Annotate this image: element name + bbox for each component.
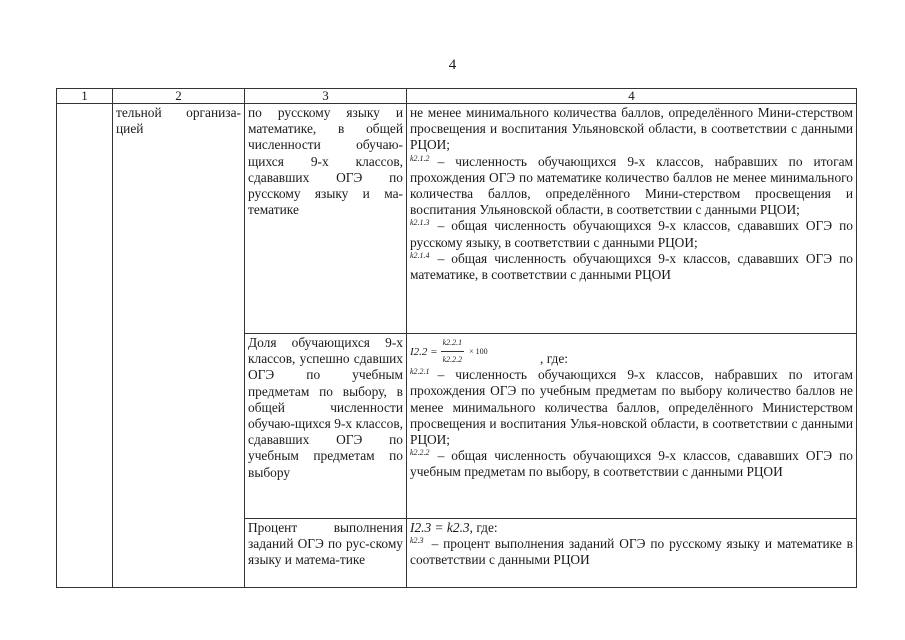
cell-col2-organization: тельной организа-цией — [113, 104, 245, 588]
where-label: , где: — [469, 520, 498, 535]
variable-symbol: k2.1.2 — [410, 153, 430, 163]
cell-indicator-rus-math: по русскому языку и математике, в общей численности обучаю-щихся 9-х классов, сдававших ОГЭ по русскому языку и ма-тематике — [245, 104, 407, 334]
cell-col1-empty — [57, 104, 113, 588]
variable-symbol: k2.2.2 — [410, 448, 430, 458]
desc-paragraph: $^{k2.3}$ – процент выполнения заданий ОГЭ по русскому языку и математике в соответствии с данными РЦОИ — [410, 536, 853, 568]
header-col-2: 2 — [113, 89, 245, 104]
header-row — [57, 89, 857, 104]
cell-indicator-elective: Доля обучающихся 9-х классов, успешно сдавших ОГЭ по учебным предметам по выбору, в общей численности обучаю-щихся 9-х классов, сдававших ОГЭ по учебным предметам по выбору — [245, 334, 407, 519]
variable-symbol: k2.2.1 — [410, 367, 430, 377]
cell-description-elective — [407, 334, 857, 519]
variable-symbol: k2.1.3 — [410, 218, 430, 228]
formula-block — [410, 520, 853, 536]
page-number: 4 — [448, 57, 457, 73]
variable-symbol: k2.3 — [410, 536, 424, 546]
desc-paragraph: $^{k2.1.3}$ – общая численность обучающихся 9-х классов, сдававших ОГЭ по русскому языку, в соответствии с данными РЦОИ; — [410, 218, 853, 250]
variable-symbol: k2.1.4 — [410, 250, 430, 260]
header-col-4: 4 — [407, 89, 857, 104]
header-col-1: 1 — [57, 89, 113, 104]
desc-paragraph: $^{k2.2.2}$ – общая численность обучающихся 9-х классов, сдававших ОГЭ по учебным предметам по выбору, в соответствии с данными РЦОИ — [410, 448, 853, 480]
desc-paragraph: $^{k2.1.4}$ – общая численность обучающихся 9-х классов, сдававших ОГЭ по математике, в соответствии с данными РЦОИ — [410, 250, 853, 283]
formula-i23: I2.3 = k2.3 — [410, 520, 470, 535]
formula-fraction: $\frac{k2.2.1}{k2.2.2}$ — [441, 335, 465, 368]
cell-description-percent — [407, 519, 857, 588]
header-col-3: 3 — [245, 89, 407, 104]
desc-paragraph: $^{k2.1.2}$ – численность обучающихся 9-х классов, набравших по итогам прохождения ОГЭ по математике количество баллов не менее минимального количества баллов, определённого Мини-стерством просвещения и воспитания Ульяновской области, в соответствии с данными РЦОИ; — [410, 153, 853, 218]
table-row — [57, 104, 857, 334]
formula-i22: I2.2 = $\frac{k2.2.1}{k2.2.2}$ × 100 — [410, 335, 488, 368]
where-label: , где: — [540, 351, 568, 366]
desc-paragraph: не менее минимального количества баллов, определённого Мини-стерством просвещения и воспитания Ульяновской области, в соответствии с данными РЦОИ; — [410, 105, 853, 153]
cell-indicator-percent: Процент выполнения заданий ОГЭ по рус-скому языку и матема-тике — [245, 519, 407, 588]
cell-description-rus-math — [407, 104, 857, 334]
desc-paragraph: $^{k2.2.1}$ – численность обучающихся 9-х классов, набравших по итогам прохождения ОГЭ по учебным предметам по выбору количество баллов не менее минимального количества баллов, определённого Министерством просвещения и воспитания Улья-новской области, в соответствии с данными РЦОИ; — [410, 367, 853, 448]
document-table — [56, 88, 857, 588]
